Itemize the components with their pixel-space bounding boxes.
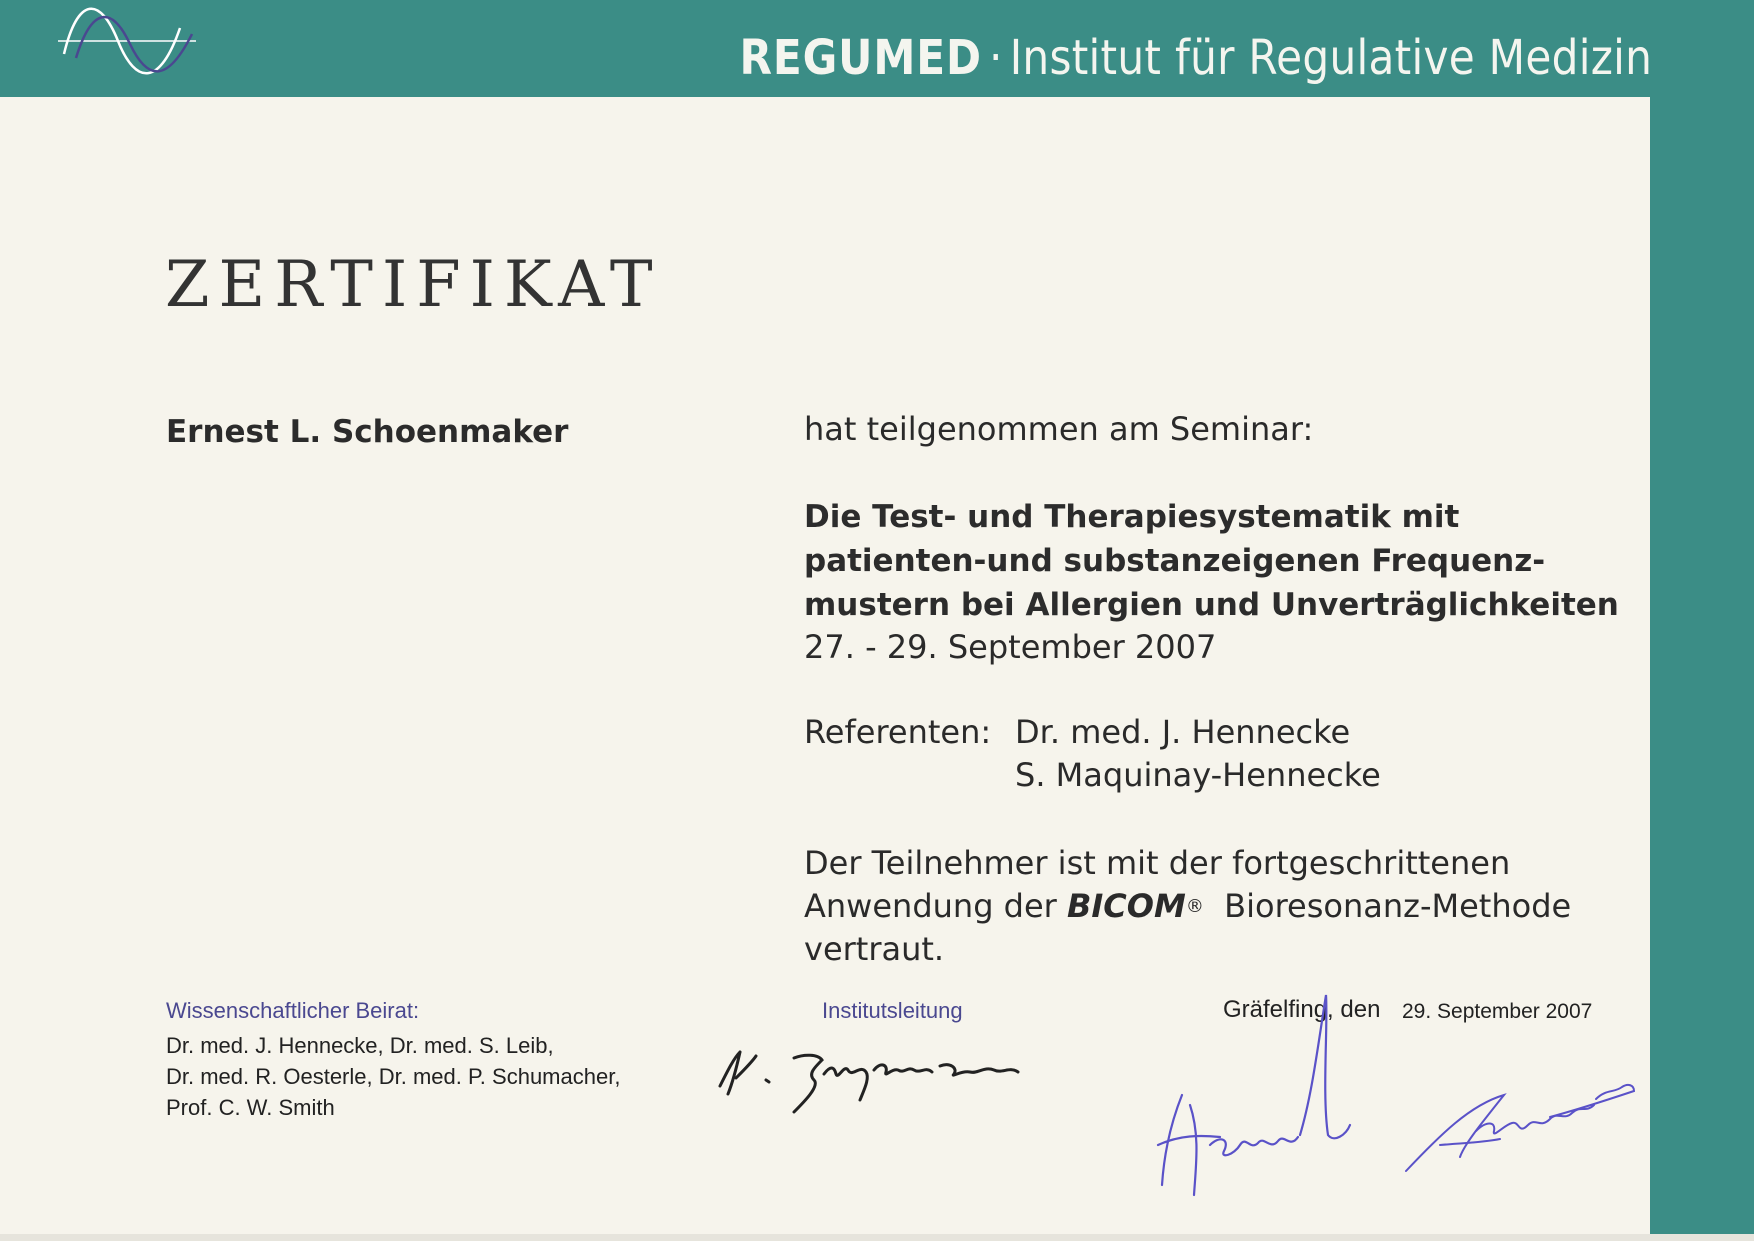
seminar-title-line: mustern bei Allergien und Unverträglichkeiten: [804, 587, 1619, 623]
registered-mark: ®: [1185, 896, 1204, 917]
place-label: Gräfelfing, den: [1223, 996, 1381, 1023]
referents-label: Referenten:: [804, 713, 992, 751]
statement-line: [804, 885, 1624, 928]
advisory-board-line: Dr. med. R. Oesterle, Dr. med. P. Schumacher,: [166, 1064, 621, 1089]
seminar-title: [804, 495, 1624, 627]
seminar-title-line: Die Test- und Therapiesystematik mit: [804, 499, 1460, 535]
referent-signature-hennecke: [1150, 985, 1390, 1205]
institute-management-label: Institutsleitung: [822, 998, 963, 1023]
advisory-board-list: [166, 1030, 620, 1123]
seminar-dates: 27. - 29. September 2007: [804, 628, 1217, 666]
bottom-edge: [0, 1234, 1754, 1241]
issue-date: 29. September 2007: [1402, 1000, 1593, 1023]
institute-name: Institut für Regulative Medizin: [1009, 30, 1652, 86]
header-separator: ·: [988, 30, 1003, 86]
competence-statement: [804, 842, 1624, 971]
certificate-title: ZERTIFIKAT: [165, 248, 662, 322]
bicom-brand: BICOM: [1067, 887, 1186, 925]
sine-wave-logo-icon: [56, 6, 200, 76]
statement-line: Der Teilnehmer ist mit der fortgeschrittenen: [804, 844, 1511, 882]
seminar-title-line: patienten-und substanzeigenen Frequenz-: [804, 543, 1546, 579]
institute-header: [739, 30, 1652, 86]
statement-text: Anwendung der: [804, 887, 1057, 925]
statement-text: Bioresonanz-Methode: [1224, 887, 1572, 925]
advisory-board-line: Dr. med. J. Hennecke, Dr. med. S. Leib,: [166, 1033, 554, 1058]
advisory-board-label: Wissenschaftlicher Beirat:: [166, 998, 420, 1023]
referent-name: S. Maquinay-Hennecke: [1015, 756, 1381, 794]
referent-signature-maquinay: [1400, 1065, 1640, 1180]
participation-intro: hat teilgenommen am Seminar:: [804, 410, 1314, 448]
brand-name: REGUMED: [739, 30, 982, 86]
advisory-board-line: Prof. C. W. Smith: [166, 1095, 335, 1120]
right-band: [1650, 0, 1754, 1241]
referent-name: Dr. med. J. Hennecke: [1015, 713, 1351, 751]
participant-name: Ernest L. Schoenmaker: [166, 414, 569, 450]
statement-line: vertraut.: [804, 930, 945, 968]
director-signature: [714, 1040, 1074, 1120]
